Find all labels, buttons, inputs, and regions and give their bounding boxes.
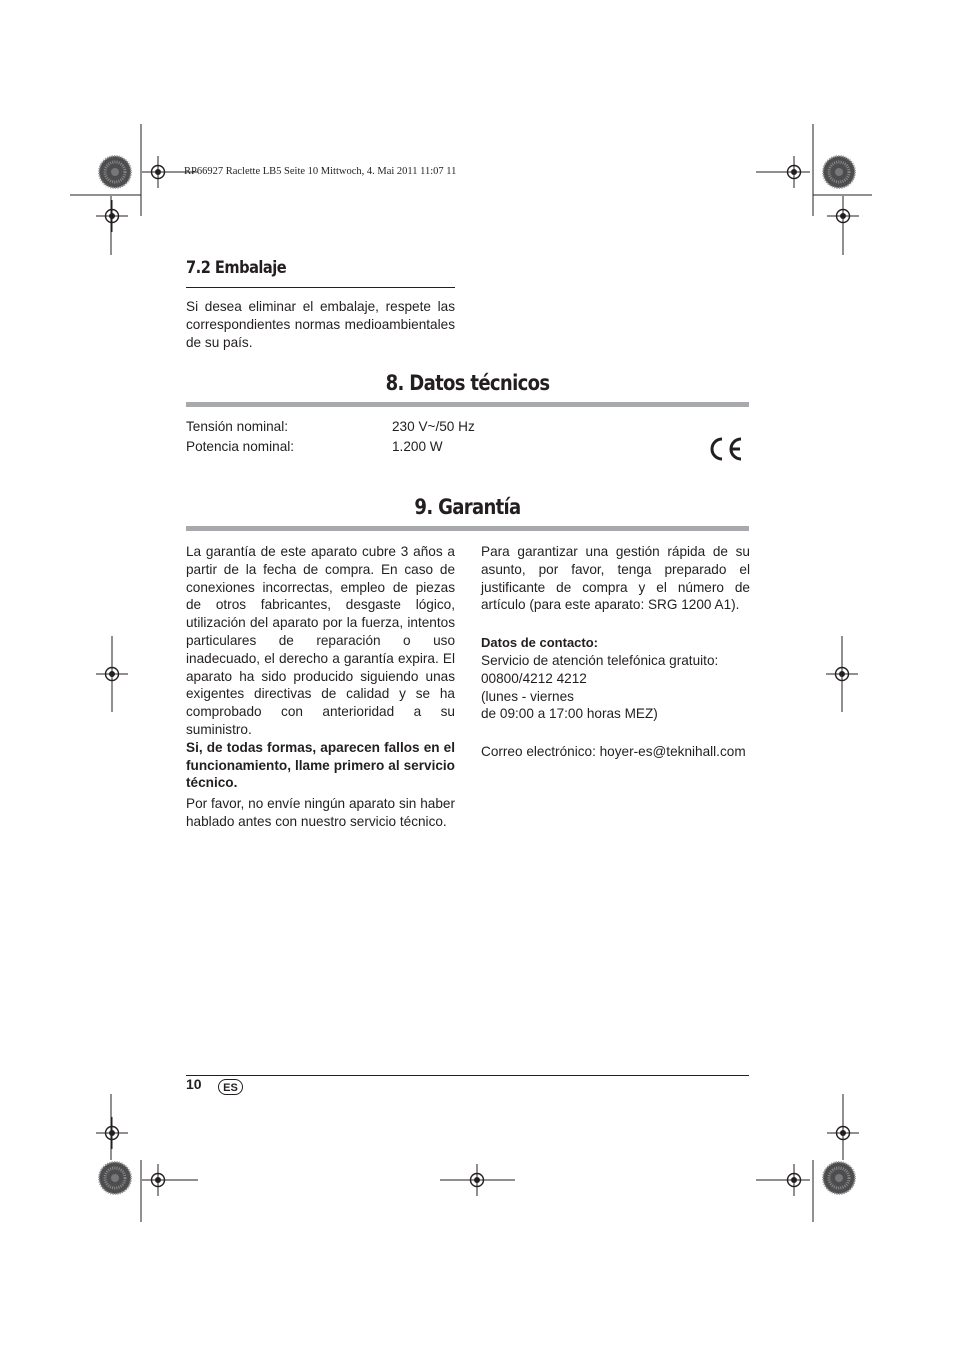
spec-label-power: Potencia nominal: [186, 439, 295, 454]
contact-heading: Datos de contacto: [481, 635, 599, 651]
warranty-service-paragraph: Para garantizar una gestión rápida de su asunto, por favor, tenga preparado el justificante de compra y el número de artículo (para este aparato: SRG 1200 A1). [481, 544, 750, 613]
contact-line-phone: 00800/4212 4212 [481, 670, 587, 686]
warranty-return-notice: Por favor, no envíe ningún aparato sin haber hablado antes con nuestro servicio técnico. [186, 796, 455, 829]
contact-line-days: (lunes - viernes [481, 688, 574, 704]
warranty-left-column [186, 543, 455, 831]
spec-value-power: 1.200 W [392, 439, 443, 454]
warranty-right-column [481, 543, 750, 761]
contact-line-hours: de 09:00 a 17:00 horas MEZ) [481, 706, 658, 722]
section-7-2-rule [186, 287, 455, 288]
ce-mark-icon [706, 436, 744, 462]
section-9-rule [186, 526, 749, 531]
contact-email: Correo electrónico: hoyer-es@teknihall.com [481, 744, 746, 760]
page-number: 10 [186, 1076, 202, 1092]
contact-line-hotline: Servicio de atención telefónica gratuito: [481, 652, 719, 668]
section-7-2-heading: 7.2 Embalaje [186, 258, 287, 278]
footer-rule [186, 1075, 749, 1076]
warranty-paragraph: La garantía de este aparato cubre 3 años a partir de la fecha de compra. En caso de conexiones incorrectas, empleo de piezas de otros fabricantes, desgaste lógico, utilización del aparato por la fuerza, intentos particulares de reparación o uso inadecuado, el derecho a garantía expira. El aparato ha sido producido siguiendo unas exigentes directivas de calidad y se ha comprobado con anterioridad a su suministro. [186, 544, 455, 737]
section-8-rule [186, 402, 749, 407]
print-info-slug: RP66927 Raclette LB5 Seite 10 Mittwoch, 4. Mai 2011 11:07 11 [184, 166, 457, 177]
language-badge: ES [218, 1079, 243, 1095]
section-7-2-text: Si desea eliminar el embalaje, respete las correspondientes normas medioambientales de su país. [186, 299, 455, 350]
spec-value-voltage: 230 V~/50 Hz [392, 419, 475, 434]
section-9-heading: 9. Garantía [414, 495, 521, 519]
spec-label-voltage: Tensión nominal: [186, 419, 289, 434]
warranty-bold-notice: Si, de todas formas, aparecen fallos en el funcionamiento, llame primero al servicio técnico. [186, 739, 455, 791]
section-8-heading: 8. Datos técnicos [385, 371, 550, 395]
